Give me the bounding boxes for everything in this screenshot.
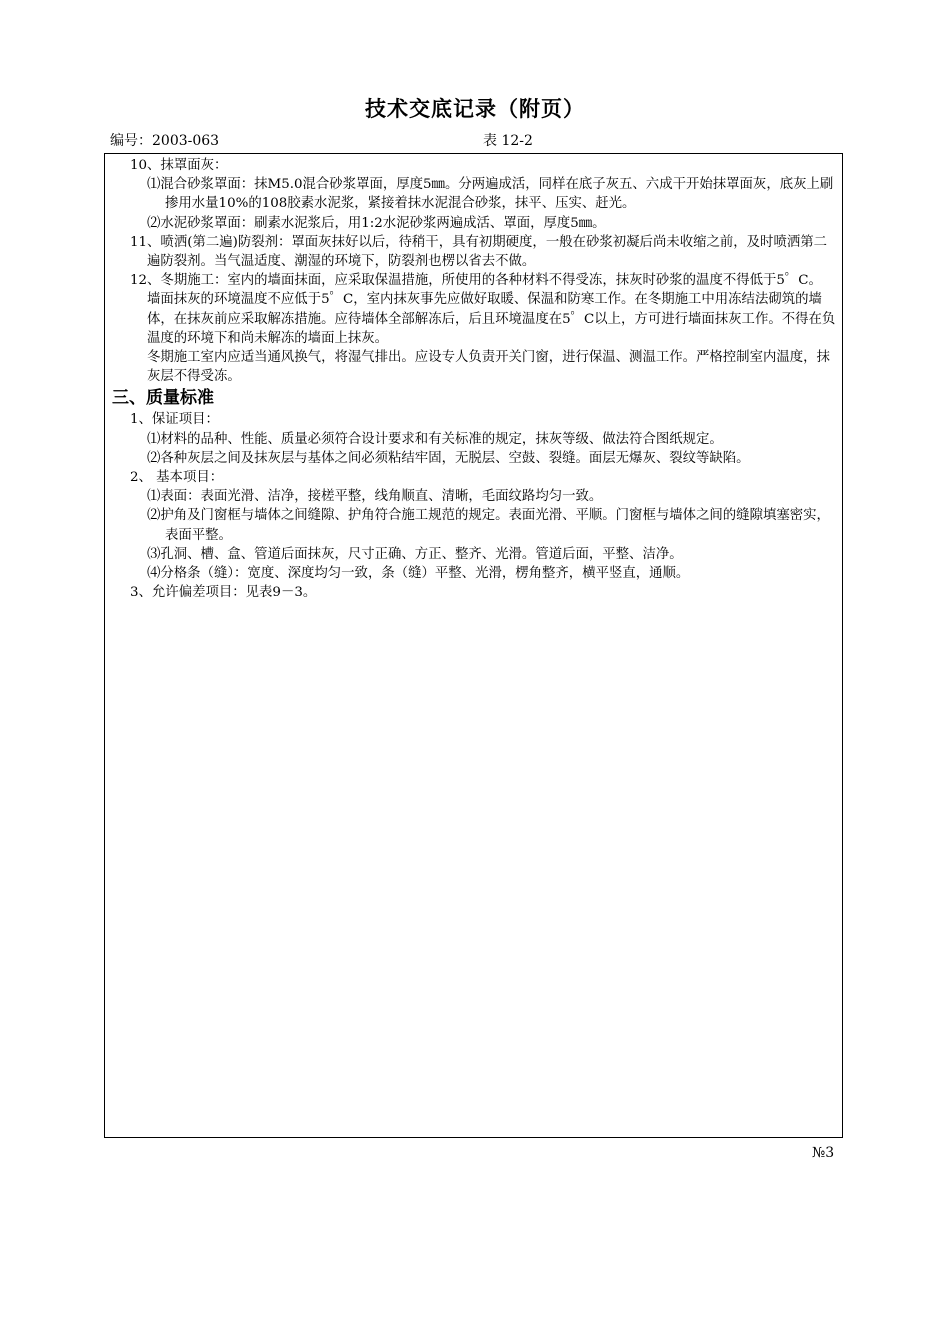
guarantee-item-2: ⑵各种灰层之间及抹灰层与基体之间必须粘结牢固，无脱层、空鼓、裂缝。面层无爆灰、裂纹等缺陷。 (147, 450, 750, 466)
basic-item-3: ⑶孔洞、槽、盒、管道后面抹灰，尺寸正确、方正、整齐、光滑。管道后面，平整、洁净。 (147, 546, 683, 562)
item-12-paragraph-2: 墙面抹灰的环境温度不应低于5゜C，室内抹灰事先应做好取暖、保温和防寒工作。在冬期施工中用冻结法砌筑的墙体，在抹灰前应采取解冻措施。应待墙体全部解冻后，后且环境温度在5゜C以上，方可进行墙面抹灰工作。不得在负温度的环境下和尚未解冻的墙面上抹灰。 (147, 292, 836, 346)
item-12-paragraph-3: 冬期施工室内应适当通风换气，将湿气排出。应设专人负责开关门窗，进行保温、测温工作。严格控制室内温度，抹灰层不得受冻。 (147, 350, 830, 385)
basic-item-1: ⑴表面：表面光滑、洁净，接槎平整，线角顺直、清晰，毛面纹路均匀一致。 (147, 489, 603, 505)
table-label: 表 12-2 (483, 133, 533, 149)
item-10-2: ⑵水泥砂浆罩面：刷素水泥浆后，用1:2水泥砂浆两遍成活、罩面，厚度5㎜。 (147, 215, 606, 231)
section-heading-quality: 三、质量标准 (112, 388, 214, 409)
guarantee-items: 1、保证项目： (130, 412, 219, 428)
item-12: 12、冬期施工：室内的墙面抹面，应采取保温措施，所使用的各种材料不得受冻，抹灰时砂浆的温度不得低于5゜C。 (130, 273, 822, 289)
tolerance-items: 3、允许偏差项目：见表9－3。 (130, 585, 317, 601)
page-number: №3 (812, 1145, 835, 1161)
guarantee-item-1: ⑴材料的品种、性能、质量必须符合设计要求和有关标准的规定，抹灰等级、做法符合图纸规定。 (147, 431, 723, 447)
document-title: 技术交底记录（附页） (365, 97, 585, 121)
item-10: 10、抹罩面灰： (130, 158, 228, 173)
basic-items: 2、 基本项目： (130, 470, 224, 486)
content-body (110, 156, 840, 602)
document-number: 编号：2003-063 (110, 133, 220, 149)
item-10-1: ⑴混合砂浆罩面：抹M5.0混合砂浆罩面，厚度5㎜。分两遍成活，同样在底子灰五、六成干开始抹罩面灰，底灰上刷掺用水量10%的108胶素水泥浆，紧接着抹水泥混合砂浆，抹平、压实、赶光。 (147, 177, 834, 212)
basic-item-4: ⑷分格条（缝）：宽度、深度均匀一致，条（缝）平整、光滑，楞角整齐，横平竖直，通顺。 (147, 566, 690, 582)
basic-item-2: ⑵护角及门窗框与墙体之间缝隙、护角符合施工规范的规定。表面光滑、平顺。门窗框与墙体之间的缝隙填塞密实，表面平整。 (147, 508, 830, 543)
item-11: 11、喷洒(第二遍)防裂剂：罩面灰抹好以后，待稍干，具有初期硬度，一般在砂浆初凝后尚未收缩之前，及时喷洒第二遍防裂剂。当气温适度、潮湿的环境下，防裂剂也楞以省去不做。 (130, 234, 828, 270)
